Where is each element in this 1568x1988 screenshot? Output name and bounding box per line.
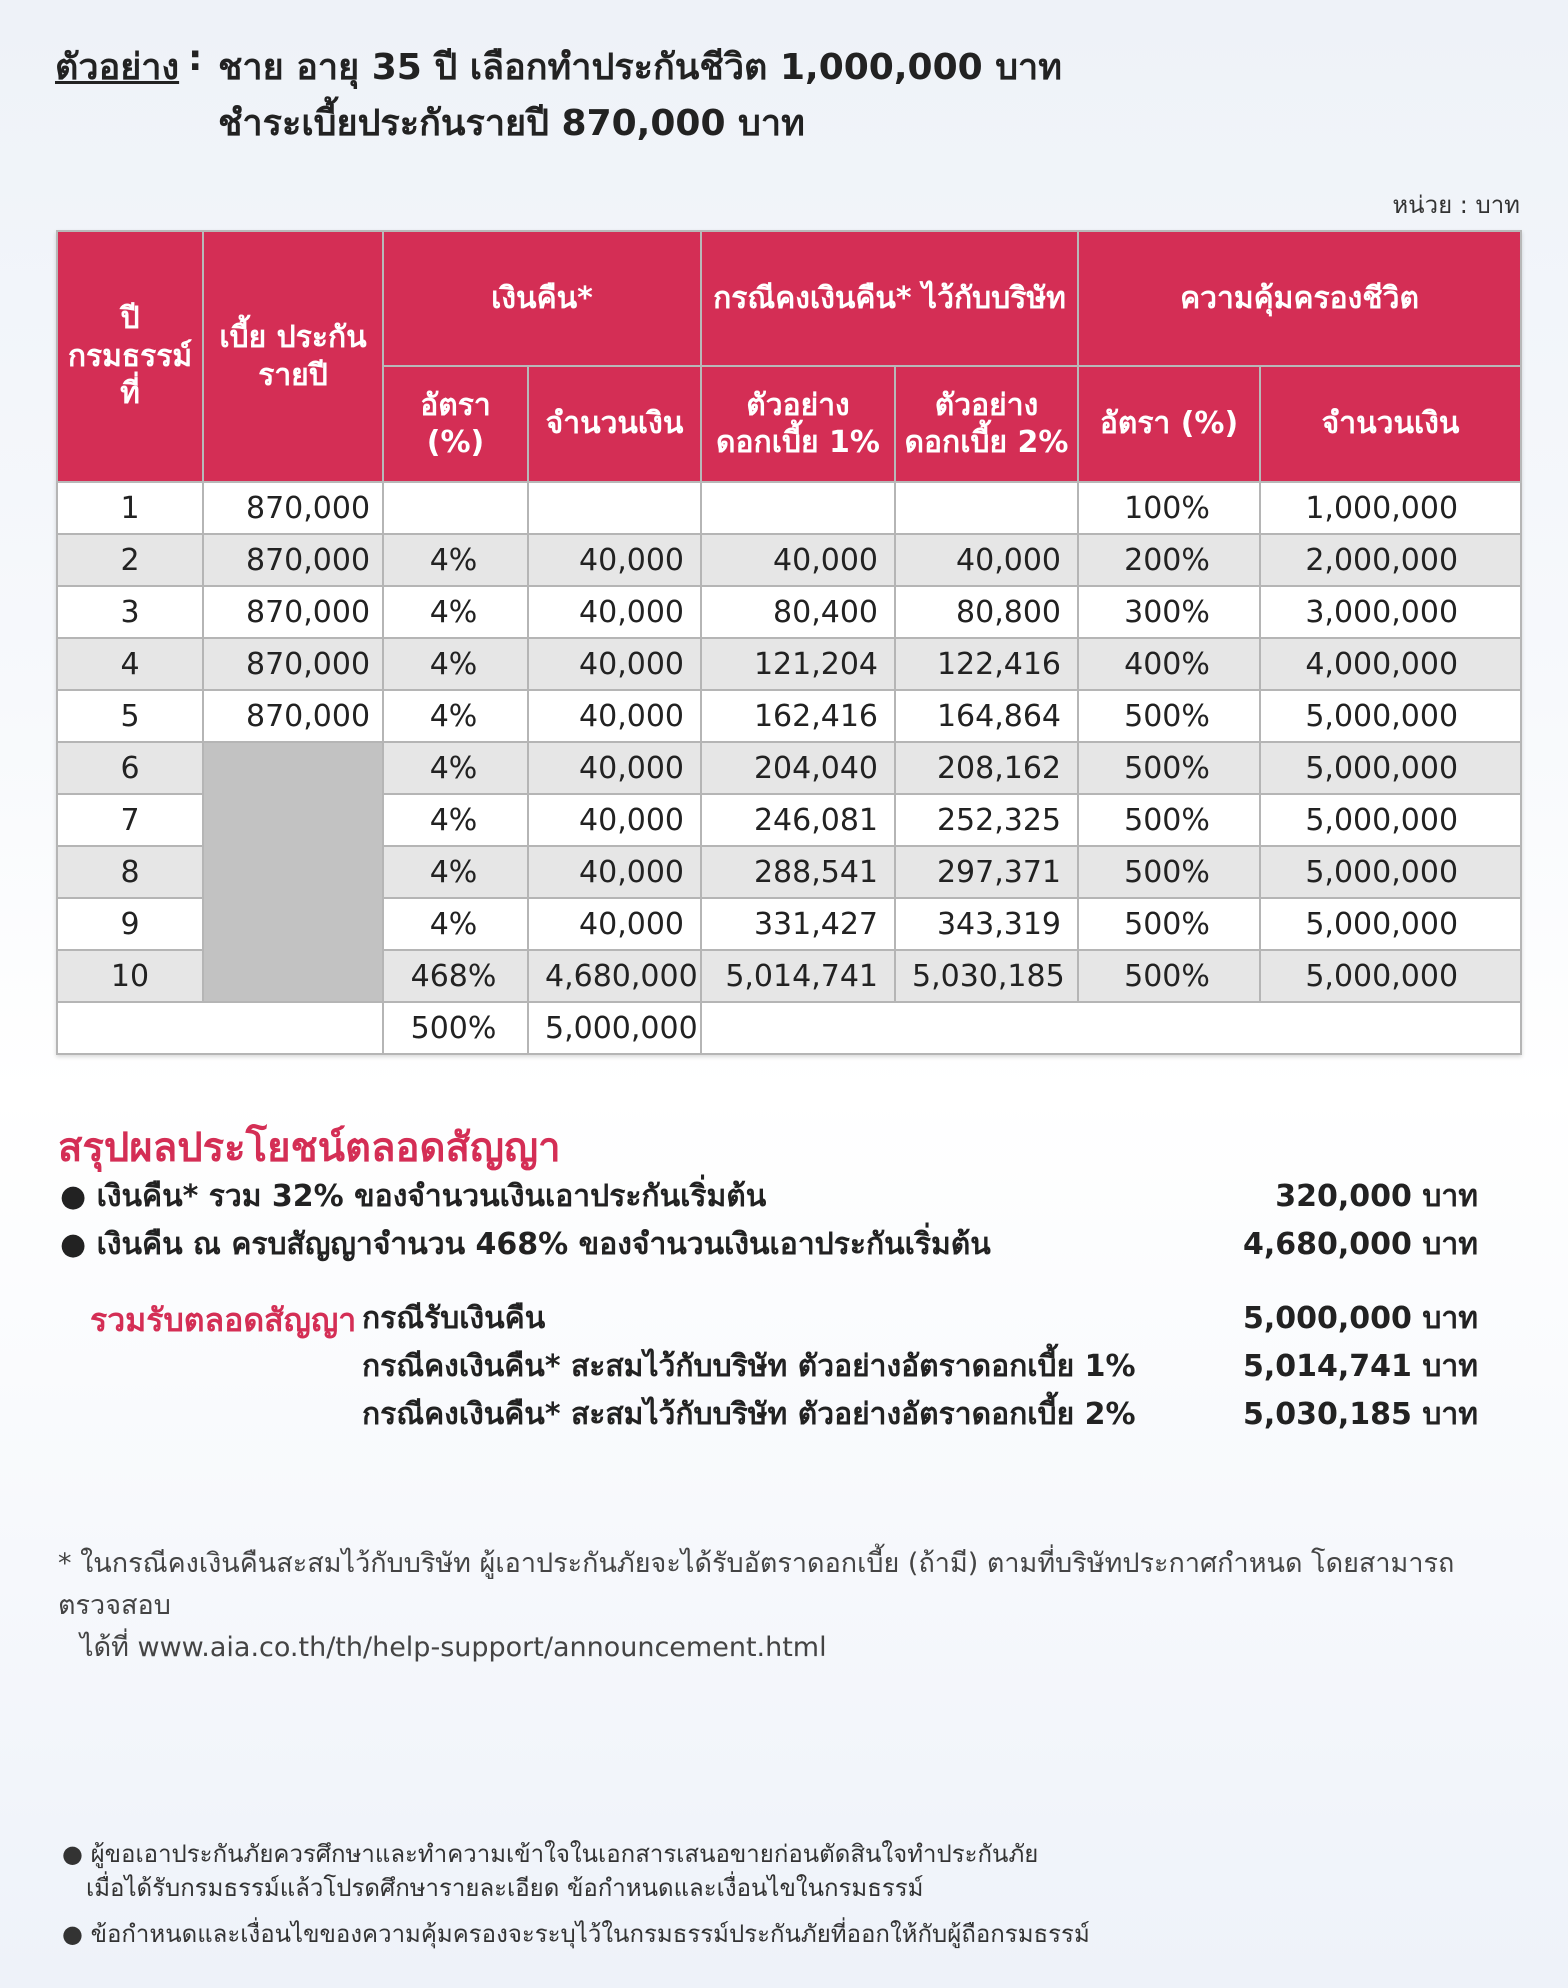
cell-coverage-rate: 400% <box>1078 638 1260 690</box>
cell-interest-2: 208,162 <box>895 742 1078 794</box>
cell-amount: 40,000 <box>528 638 701 690</box>
cell-rate: 468% <box>383 950 528 1002</box>
disclaimer-note-1 <box>62 1837 1262 1905</box>
cell-empty <box>701 1002 1521 1054</box>
total-amount-interest-1: 5,014,741 บาท <box>1242 1349 1478 1384</box>
disclaimer-note-1-line-2: เมื่อได้รับกรมธรรม์แล้วโปรดศึกษารายละเอียด ข้อกำหนดและเงื่อนไขในกรมธรรม์ <box>86 1874 924 1902</box>
header-life-coverage: ความคุ้มครองชีวิต <box>1078 231 1521 366</box>
table-row-maturity <box>57 1002 1521 1054</box>
summary-bullet-maturity: ● เงินคืน ณ ครบสัญญาจำนวน 468% ของจำนวนเงินเอาประกันเริ่มต้น <box>60 1227 991 1262</box>
cell-coverage-amount: 5,000,000 <box>1260 690 1521 742</box>
example-colon: : <box>188 38 203 79</box>
cell-coverage-rate: 500% <box>1078 742 1260 794</box>
header-cashback-rate: อัตรา (%) <box>383 366 528 482</box>
cell-coverage-rate: 500% <box>1078 950 1260 1002</box>
cell-amount: 40,000 <box>528 846 701 898</box>
example-label: ตัวอย่าง <box>55 47 180 88</box>
cell-coverage-rate: 500% <box>1078 794 1260 846</box>
table-row <box>57 690 1521 742</box>
total-amount-cashback: 5,000,000 บาท <box>1242 1301 1478 1336</box>
header-coverage-amount: จำนวนเงิน <box>1260 366 1521 482</box>
cell-interest-1: 246,081 <box>701 794 895 846</box>
header-coverage-rate: อัตรา (%) <box>1078 366 1260 482</box>
footnote-line-1: * ในกรณีคงเงินคืนสะสมไว้กับบริษัท ผู้เอาประกันภัยจะได้รับอัตราดอกเบี้ย (ถ้ามี) ตามที่บริษัทประกาศกำหนด โดยสามารถตรวจสอบ <box>58 1548 1455 1621</box>
cell-interest-2: 252,325 <box>895 794 1078 846</box>
cell-premium: 870,000 <box>203 690 383 742</box>
cell-year: 4 <box>57 638 203 690</box>
example-premium: ชำระเบี้ยประกันรายปี 870,000 บาท <box>218 103 805 144</box>
cell-interest-1: 5,014,741 <box>701 950 895 1002</box>
total-row-cashback: กรณีรับเงินคืน <box>362 1301 546 1336</box>
summary-title: สรุปผลประโยชน์ตลอดสัญญา <box>58 1125 561 1171</box>
cell-amount <box>528 482 701 534</box>
summary-bullet-cashback: ● เงินคืน* รวม 32% ของจำนวนเงินเอาประกันเริ่มต้น <box>60 1179 767 1214</box>
cell-amount: 40,000 <box>528 898 701 950</box>
cell-interest-2: 80,800 <box>895 586 1078 638</box>
disclaimer-note-2-line-1: ● ข้อกำหนดและเงื่อนไขของความคุ้มครองจะระบุไว้ในกรมธรรม์ประกันภัยที่ออกให้กับผู้ถือกรมธรรม์ <box>62 1920 1090 1948</box>
cell-interest-1: 80,400 <box>701 586 895 638</box>
disclaimer-note-1-line-1: ● ผู้ขอเอาประกันภัยควรศึกษาและทำความเข้าใจในเอกสารเสนอขายก่อนตัดสินใจทำประกันภัย <box>62 1840 1039 1868</box>
cell-coverage-amount: 3,000,000 <box>1260 586 1521 638</box>
header-cashback-amount: จำนวนเงิน <box>528 366 701 482</box>
cell-amount: 40,000 <box>528 534 701 586</box>
cell-interest-1: 331,427 <box>701 898 895 950</box>
cell-rate: 4% <box>383 846 528 898</box>
cell-year: 5 <box>57 690 203 742</box>
cell-coverage-rate: 200% <box>1078 534 1260 586</box>
cell-interest-2: 343,319 <box>895 898 1078 950</box>
cell-interest-1 <box>701 482 895 534</box>
cell-interest-1: 121,204 <box>701 638 895 690</box>
cell-coverage-rate: 500% <box>1078 690 1260 742</box>
cell-coverage-amount: 5,000,000 <box>1260 950 1521 1002</box>
cell-year: 7 <box>57 794 203 846</box>
table-row <box>57 482 1521 534</box>
cell-amount: 40,000 <box>528 742 701 794</box>
total-benefit-label: รวมรับตลอดสัญญา <box>90 1301 357 1339</box>
cell-year: 3 <box>57 586 203 638</box>
cell-rate: 4% <box>383 534 528 586</box>
cell-maturity-amount: 5,000,000 <box>528 1002 701 1054</box>
cell-coverage-amount: 5,000,000 <box>1260 846 1521 898</box>
cell-premium: 870,000 <box>203 534 383 586</box>
cell-coverage-amount: 1,000,000 <box>1260 482 1521 534</box>
cell-coverage-amount: 2,000,000 <box>1260 534 1521 586</box>
header-premium: เบี้ย ประกัน รายปี <box>203 231 383 482</box>
header-keep-with-company: กรณีคงเงินคืน* ไว้กับบริษัท <box>701 231 1078 366</box>
cell-rate <box>383 482 528 534</box>
cell-interest-1: 204,040 <box>701 742 895 794</box>
cell-year: 9 <box>57 898 203 950</box>
cell-amount: 40,000 <box>528 794 701 846</box>
cell-interest-2: 297,371 <box>895 846 1078 898</box>
footnote-link: ได้ที่ www.aia.co.th/th/help-support/announcement.html <box>80 1632 827 1663</box>
cell-amount: 40,000 <box>528 586 701 638</box>
cell-coverage-rate: 500% <box>1078 898 1260 950</box>
cell-premium: 870,000 <box>203 482 383 534</box>
cell-coverage-rate: 500% <box>1078 846 1260 898</box>
premium-paid-up-block <box>203 742 383 1002</box>
header-policy-year: ปี กรมธรรม์ ที่ <box>57 231 203 482</box>
cell-coverage-rate: 100% <box>1078 482 1260 534</box>
cell-interest-2: 164,864 <box>895 690 1078 742</box>
cell-interest-2: 40,000 <box>895 534 1078 586</box>
cell-empty <box>57 1002 383 1054</box>
cell-year: 1 <box>57 482 203 534</box>
cell-coverage-rate: 300% <box>1078 586 1260 638</box>
cell-year: 2 <box>57 534 203 586</box>
cell-rate: 4% <box>383 898 528 950</box>
example-description: ชาย อายุ 35 ปี เลือกทำประกันชีวิต 1,000,000 บาท <box>218 47 1062 88</box>
benefit-table <box>56 230 1522 1055</box>
cell-interest-1: 288,541 <box>701 846 895 898</box>
cell-rate: 4% <box>383 742 528 794</box>
cell-amount: 40,000 <box>528 690 701 742</box>
cell-premium: 870,000 <box>203 586 383 638</box>
table-row <box>57 534 1521 586</box>
cell-amount: 4,680,000 <box>528 950 701 1002</box>
cell-premium: 870,000 <box>203 638 383 690</box>
cell-interest-2 <box>895 482 1078 534</box>
cell-coverage-amount: 5,000,000 <box>1260 794 1521 846</box>
header-cashback: เงินคืน* <box>383 231 701 366</box>
cell-rate: 4% <box>383 794 528 846</box>
cell-year: 6 <box>57 742 203 794</box>
cell-coverage-amount: 5,000,000 <box>1260 742 1521 794</box>
cell-interest-2: 5,030,185 <box>895 950 1078 1002</box>
header-interest-2: ตัวอย่าง ดอกเบี้ย 2% <box>895 366 1078 482</box>
cell-rate: 4% <box>383 690 528 742</box>
footnote <box>58 1543 1508 1669</box>
disclaimer-note-2 <box>62 1917 1262 1951</box>
cell-coverage-amount: 4,000,000 <box>1260 638 1521 690</box>
cell-rate: 4% <box>383 586 528 638</box>
header-interest-1: ตัวอย่าง ดอกเบี้ย 1% <box>701 366 895 482</box>
table-row <box>57 638 1521 690</box>
cell-interest-1: 40,000 <box>701 534 895 586</box>
cell-year: 10 <box>57 950 203 1002</box>
cell-rate: 4% <box>383 638 528 690</box>
table-row <box>57 742 1521 794</box>
cell-interest-1: 162,416 <box>701 690 895 742</box>
cell-coverage-amount: 5,000,000 <box>1260 898 1521 950</box>
summary-amount-cashback: 320,000 บาท <box>1275 1179 1478 1214</box>
cell-interest-2: 122,416 <box>895 638 1078 690</box>
cell-maturity-rate: 500% <box>383 1002 528 1054</box>
cell-year: 8 <box>57 846 203 898</box>
total-row-interest-2: กรณีคงเงินคืน* สะสมไว้กับบริษัท ตัวอย่างอัตราดอกเบี้ย 2% <box>362 1397 1136 1432</box>
table-row <box>57 586 1521 638</box>
total-row-interest-1: กรณีคงเงินคืน* สะสมไว้กับบริษัท ตัวอย่างอัตราดอกเบี้ย 1% <box>362 1349 1136 1384</box>
unit-label: หน่วย : บาท <box>1392 191 1520 219</box>
summary-amount-maturity: 4,680,000 บาท <box>1242 1227 1478 1262</box>
total-amount-interest-2: 5,030,185 บาท <box>1242 1397 1478 1432</box>
